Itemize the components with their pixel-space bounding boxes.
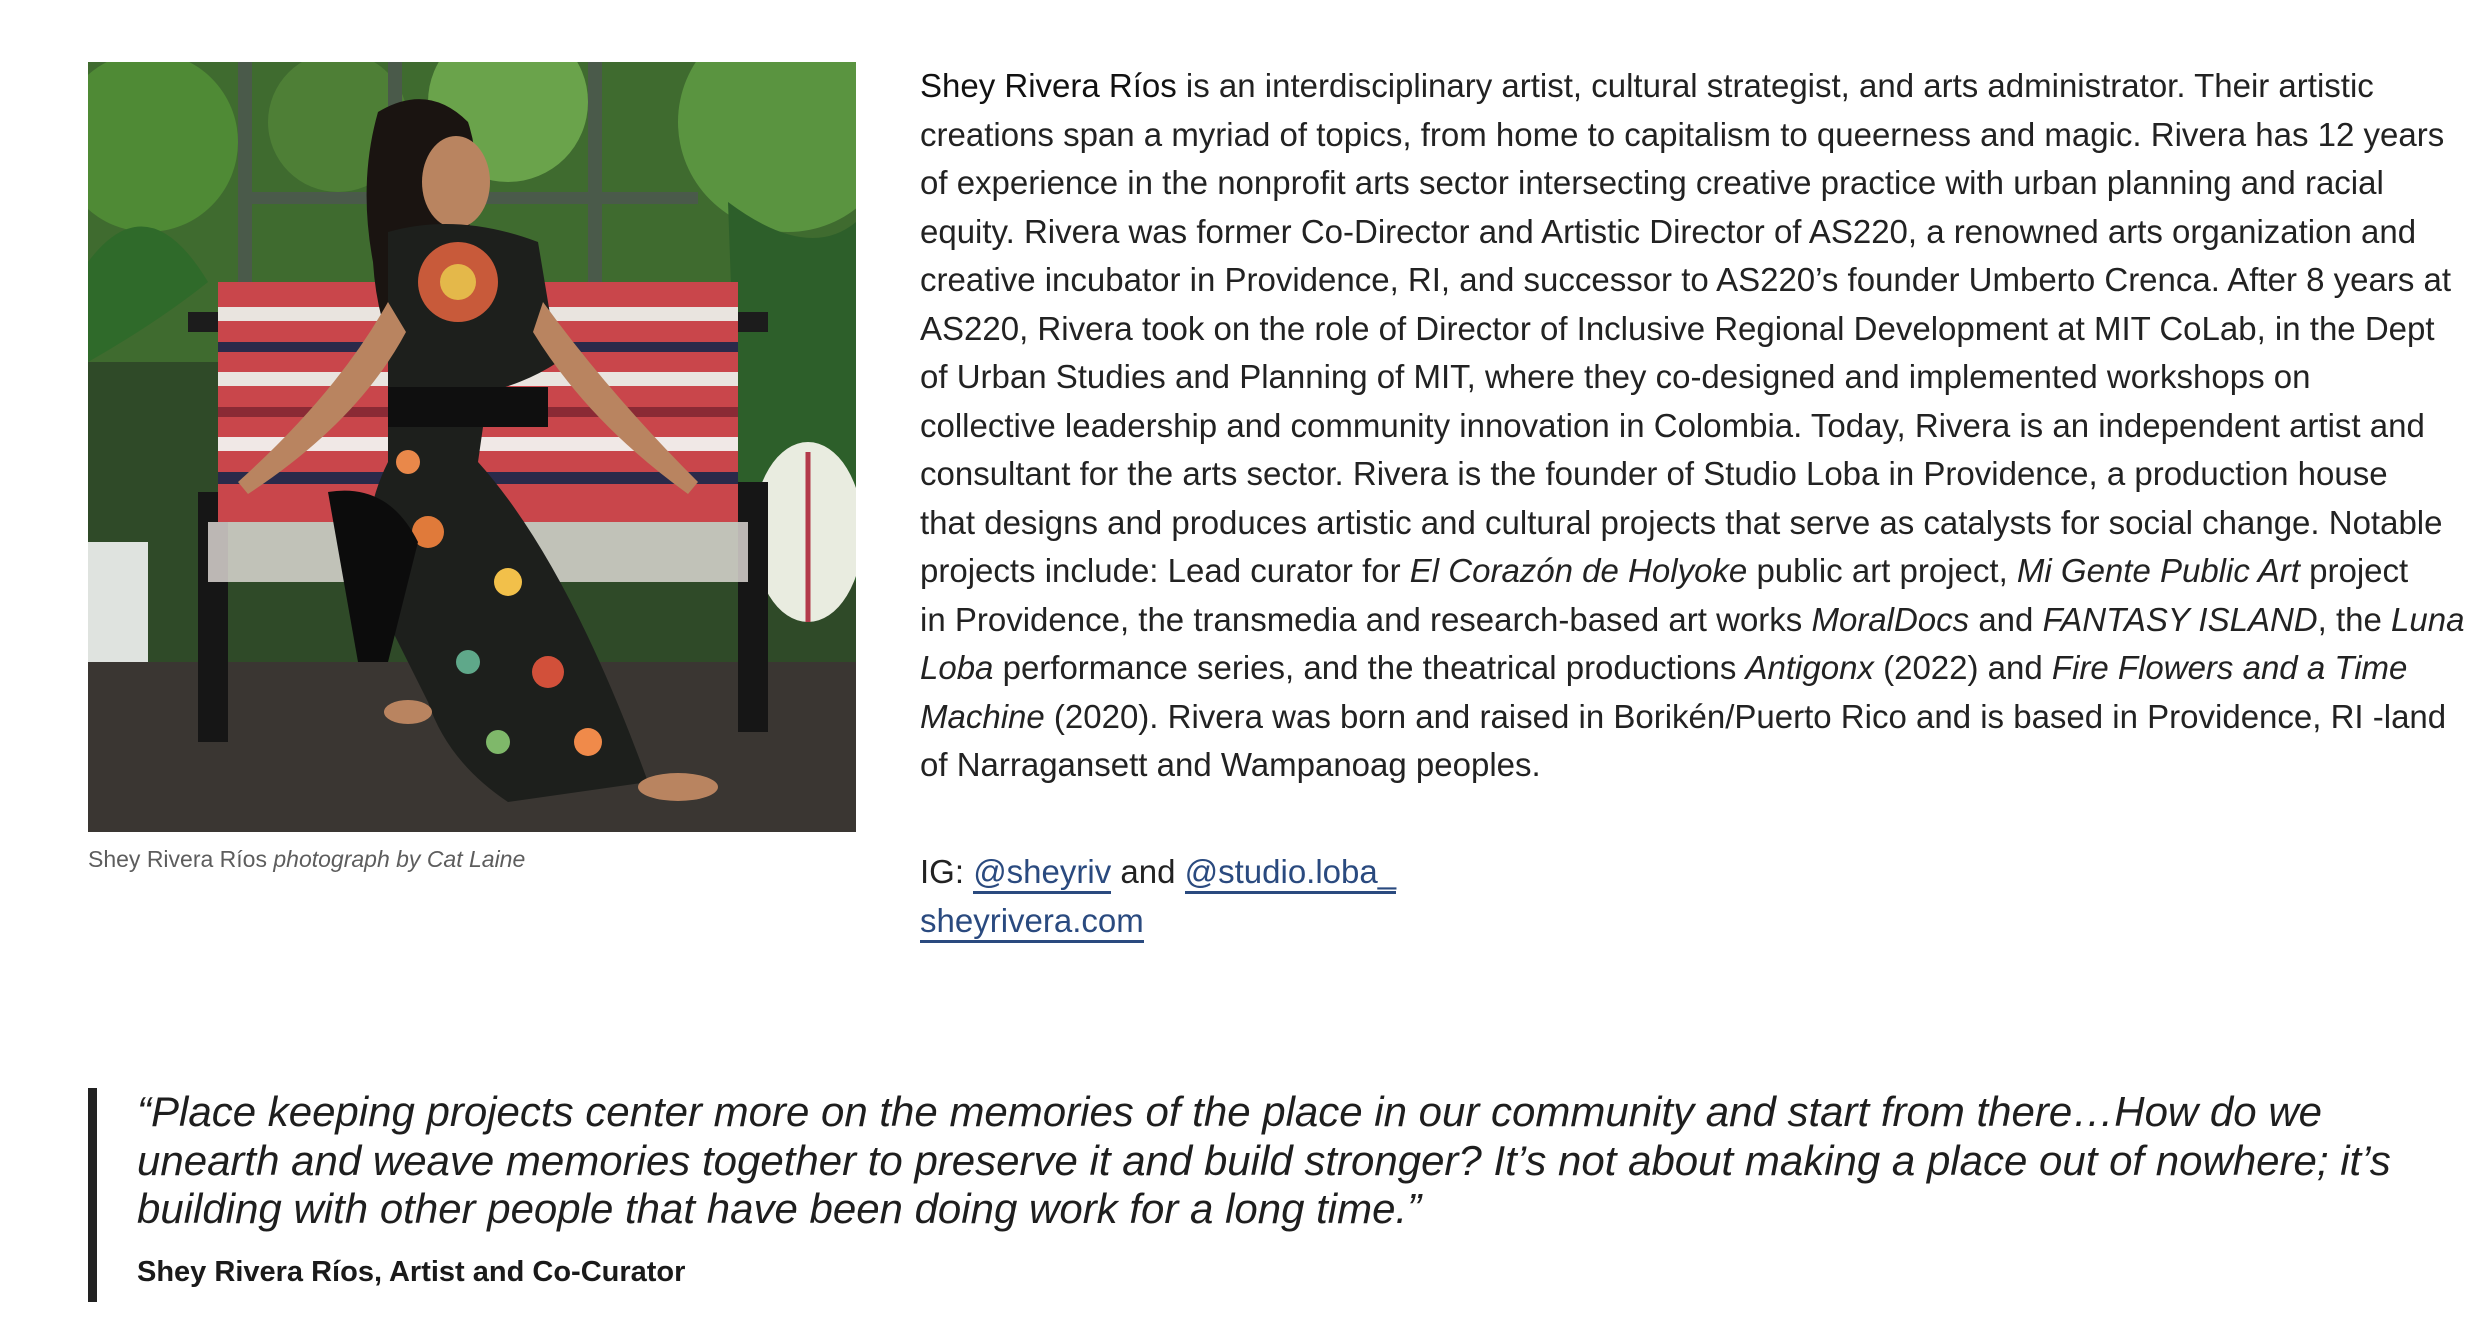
- bio-line: [920, 596, 2465, 645]
- bio-text: performance series, and the theatrical productions: [993, 649, 1746, 686]
- bio-text: public art project,: [1747, 552, 2017, 589]
- project-title: El Corazón de Holyoke: [1409, 552, 1748, 589]
- bio-line: [920, 644, 2460, 693]
- bio-text: in Providence, the transmedia and research-based art works: [920, 600, 1812, 638]
- portrait-figure: [88, 62, 856, 874]
- quote-text: [137, 1088, 2458, 1234]
- bio-text: (2020). Rivera was born and raised in Borikén/Puerto Rico and is based in Providence, RI -land: [1044, 697, 2447, 735]
- bio-line: of experience in the nonprofit arts sector intersecting creative practice with urban planning and racial: [920, 164, 2384, 201]
- bio-line: [920, 693, 2460, 742]
- bio-text: is an interdisciplinary artist, cultural strategist, and arts administrator. Their artistic: [1176, 67, 2374, 104]
- bio-line: consultant for the arts sector. Rivera is the founder of Studio Loba in Providence, a production house: [920, 455, 2388, 492]
- ig-link-sheyriv[interactable]: @sheyriv: [973, 853, 1111, 894]
- website-link[interactable]: sheyrivera.com: [920, 902, 1144, 943]
- bio-line: creations span a myriad of topics, from home to capitalism to queerness and magic. Rivera has 12 years: [920, 115, 2445, 153]
- website-row: [920, 897, 1396, 946]
- project-title: MoralDocs: [1811, 600, 1970, 638]
- project-title: Fire Flowers and a Time: [2051, 649, 2408, 686]
- bio-text: projects include: Lead curator for: [920, 552, 1410, 589]
- photo-caption: [88, 844, 856, 874]
- artist-bio: [920, 62, 2465, 790]
- bio-line: [920, 547, 2460, 596]
- bio-text: , the: [2317, 600, 2392, 638]
- bio-line: of Narragansett and Wampanoag peoples.: [920, 746, 1541, 783]
- project-title: Antigonx: [1745, 649, 1874, 686]
- project-title: Mi Gente Public Art: [2016, 552, 2300, 589]
- caption-credit: photograph by Cat Laine: [273, 846, 526, 872]
- pull-quote: [88, 1088, 2458, 1302]
- project-title: Luna: [2391, 600, 2465, 638]
- bio-text: (2022) and: [1873, 649, 2052, 686]
- artist-name: Shey Rivera Ríos: [920, 67, 1177, 104]
- quote-line: unearth and weave memories together to preserve it and build stronger? It’s not about making a place out of nowhere; it’s: [137, 1136, 2391, 1184]
- caption-name: Shey Rivera Ríos: [88, 846, 267, 872]
- bio-line: of Urban Studies and Planning of MIT, where they co-designed and implemented workshops on: [920, 358, 2311, 395]
- project-title: Loba: [920, 649, 994, 686]
- ig-link-studio-loba[interactable]: @studio.loba_: [1185, 853, 1396, 894]
- social-links: [920, 848, 1396, 945]
- bio-line: [920, 62, 2460, 111]
- bio-line: equity. Rivera was former Co-Director and Artistic Director of AS220, a renowned arts organization and: [920, 212, 2417, 250]
- bio-text: project: [2299, 552, 2409, 589]
- quote-line: building with other people that have been doing work for a long time.”: [137, 1185, 1422, 1232]
- instagram-row: [920, 848, 1396, 897]
- ig-and: and: [1111, 853, 1185, 890]
- project-title: Machine: [920, 697, 1045, 735]
- bio-text: and: [1969, 600, 2043, 638]
- bio-line: creative incubator in Providence, RI, and successor to AS220’s founder Umberto Crenca. After 8 years at: [920, 261, 2452, 298]
- ig-prefix: IG:: [920, 853, 974, 890]
- bio-line: collective leadership and community innovation in Colombia. Today, Rivera is an independent artist and: [920, 406, 2425, 444]
- quote-line: “Place keeping projects center more on the memories of the place in our community and start from there…How do we: [137, 1088, 2323, 1135]
- quote-attribution: Shey Rivera Ríos, Artist and Co-Curator: [137, 1255, 686, 1288]
- bio-line: that designs and produces artistic and cultural projects that serve as catalysts for social change. Notable: [920, 503, 2443, 541]
- portrait-photo: [88, 62, 856, 832]
- project-title: FANTASY ISLAND: [2042, 600, 2318, 638]
- bio-line: AS220, Rivera took on the role of Director of Inclusive Regional Development at MIT CoLab, in the Dept: [920, 309, 2435, 347]
